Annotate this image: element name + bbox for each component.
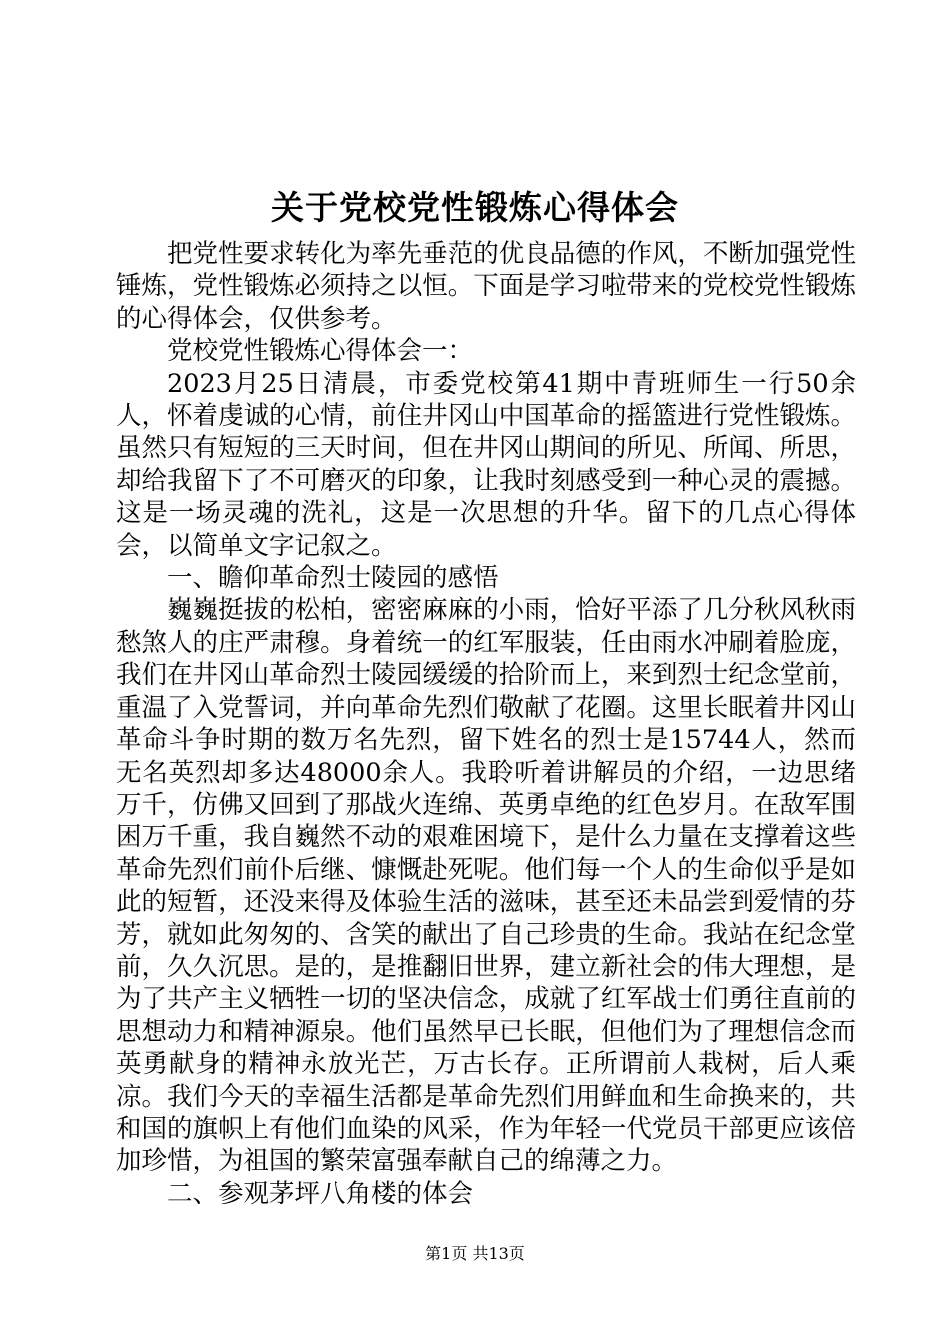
intro-paragraph: 把党性要求转化为率先垂范的优良品德的作风，不断加强党性锤炼，党性锻炼必须持之以恒。下面是学习啦带来的党校党性锻炼的心得体会，仅供参考。 <box>116 239 856 334</box>
section-heading-experience-one: 党校党性锻炼心得体会一： <box>167 336 474 367</box>
document-body <box>116 238 856 1210</box>
cemetery-paragraph: 巍巍挺拔的松柏，密密麻麻的小雨，恰好平添了几分秋风秋雨愁煞人的庄严肃穆。身着统一的红军服装，任由雨水冲刷着脸庞，我们在井冈山革命烈士陵园缓缓的拾阶而上，来到烈士纪念堂前，重温了入党誓词，并向革命先烈们敬献了花圈。这里长眠着井冈山革命斗争时期的数万名先烈，留下姓名的烈士是15744人，然而无名英烈却多达48000余人。我聆听着讲解员的介绍，一边思绪万千，仿佛又回到了那战火连绵、英勇卓绝的红色岁月。在敌军围困万千重，我自巍然不动的艰难困境下，是什么力量在支撑着这些革命先烈们前仆后继、慷慨赴死呢。他们每一个人的生命似乎是如此的短暂，还没来得及体验生活的滋味，甚至还未品尝到爱情的芬芳，就如此匆匆的、含笑的献出了自己珍贵的生命。我站在纪念堂前，久久沉思。是的，是推翻旧世界，建立新社会的伟大理想，是为了共产主义牺牲一切的坚决信念，成就了红军战士们勇往直前的思想动力和精神源泉。他们虽然早已长眠，但他们为了理想信念而英勇献身的精神永放光芒，万古长存。正所谓前人栽树，后人乘凉。我们今天的幸福生活都是革命先烈们用鲜血和生命换来的，共和国的旗帜上有他们血染的风采，作为年轻一代党员干部更应该倍加珍惜，为祖国的繁荣富强奉献自己的绵薄之力。 <box>116 595 856 1177</box>
document-title: 关于党校党性锻炼心得体会 <box>271 188 679 227</box>
section-heading-bajiaolou: 二、参观茅坪八角楼的体会 <box>167 1178 474 1209</box>
trip-paragraph: 2023月25日清晨，市委党校第41期中青班师生一行50余人，怀着虔诚的心情，前住井冈山中国革命的摇篮进行党性锻炼。虽然只有短短的三天时间，但在井冈山期间的所见、所闻、所思，却给我留下了不可磨灭的印象，让我时刻感受到一种心灵的震撼。这是一场灵魂的洗礼，这是一次思想的升华。留下的几点心得体会，以简单文字记叙之。 <box>116 368 856 561</box>
page-footer: 第1页 共13页 <box>425 1244 525 1263</box>
section-heading-cemetery: 一、瞻仰革命烈士陵园的感悟 <box>167 563 499 594</box>
